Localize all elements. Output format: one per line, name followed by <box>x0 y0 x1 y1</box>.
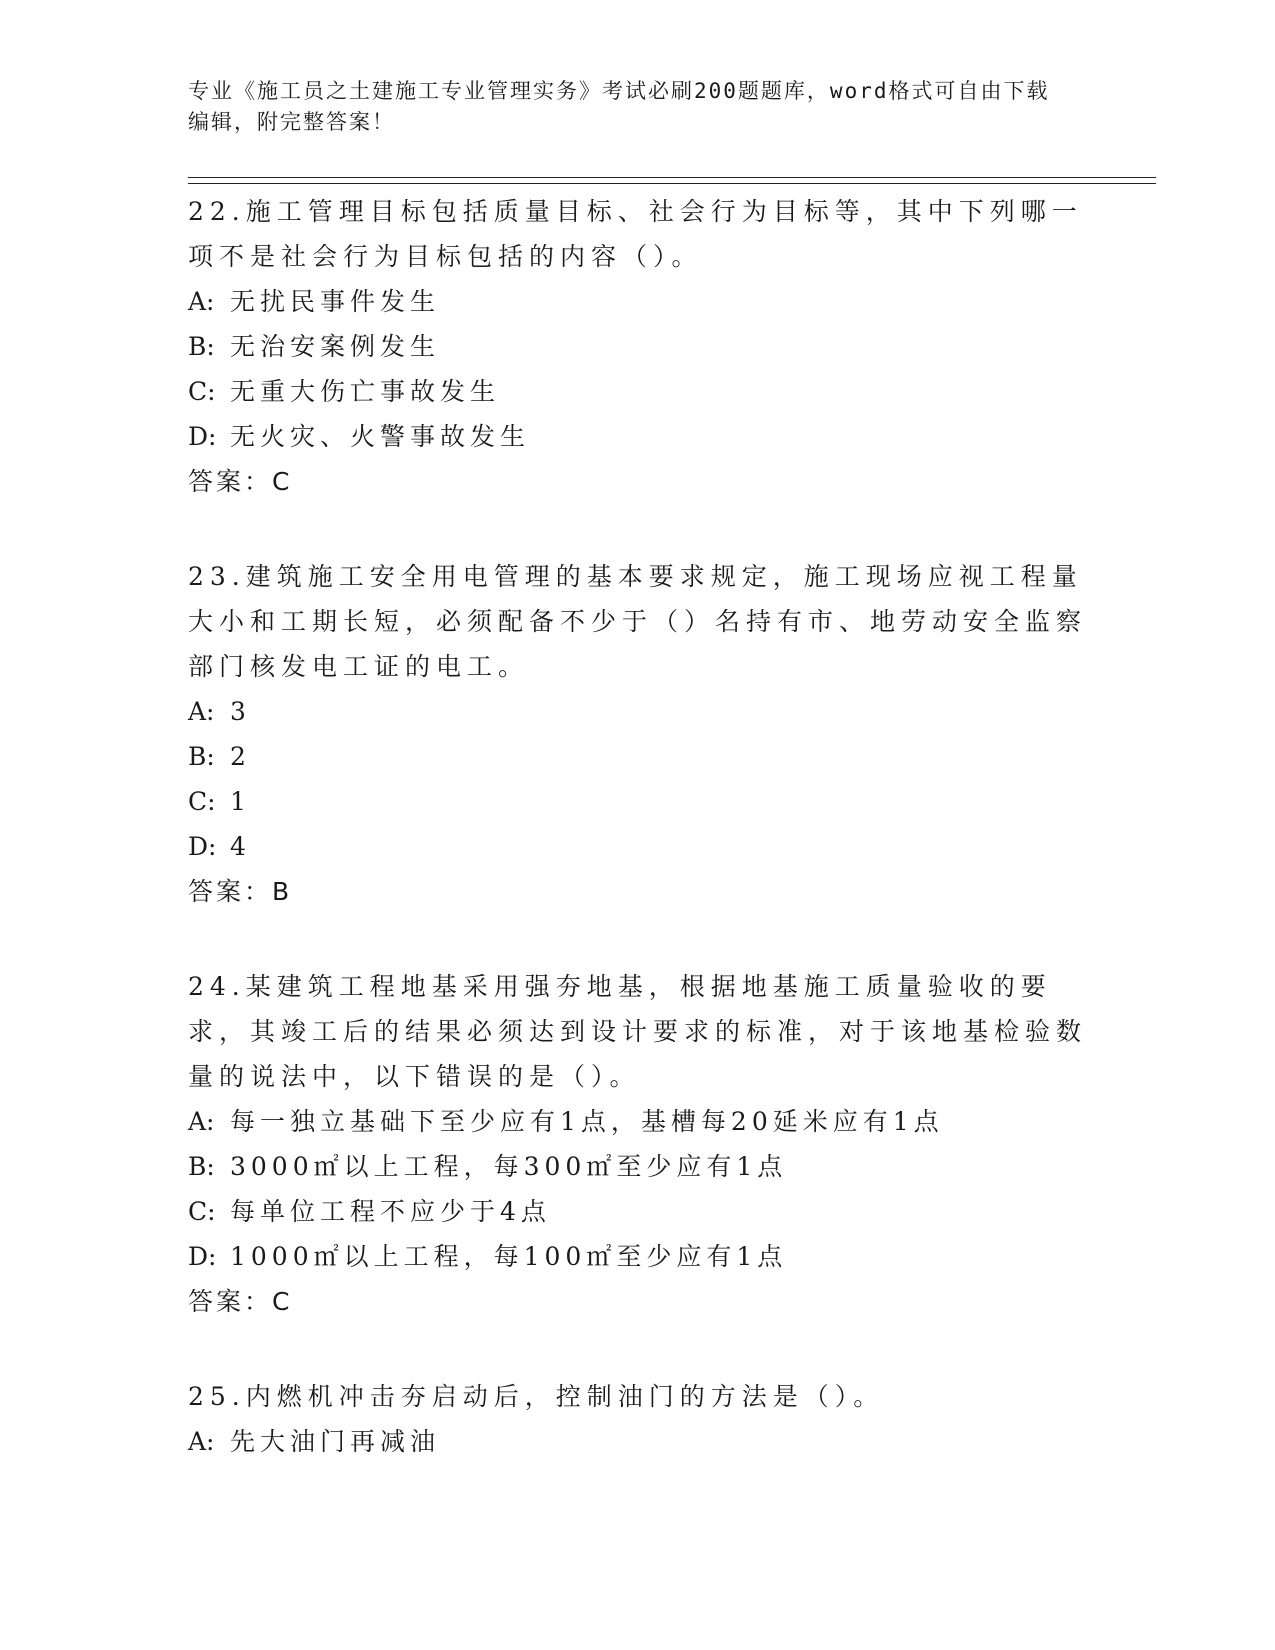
document-header: 专业《施工员之土建施工专业管理实务》考试必刷200题题库，word格式可自由下载编辑，附完整答案！ <box>188 79 1050 134</box>
question-23 <box>188 554 1088 914</box>
option-text: 1000㎡以上工程，每100㎡至少应有1点 <box>230 1242 788 1271</box>
option-key: D: <box>188 1242 217 1271</box>
option-d <box>188 1234 1088 1279</box>
option-text: 4 <box>230 832 251 861</box>
option-d <box>188 414 1088 459</box>
answer-line: 答案：C <box>188 1287 293 1316</box>
answer-line: 答案：B <box>188 877 293 906</box>
option-text: 3 <box>230 697 251 726</box>
option-c <box>188 1189 1088 1234</box>
option-key: A: <box>188 287 215 316</box>
option-a <box>188 1419 1088 1464</box>
option-key: D: <box>188 422 217 451</box>
option-key: B: <box>188 332 215 361</box>
option-b <box>188 1144 1088 1189</box>
question-stem: 24.某建筑工程地基采用强夯地基，根据地基施工质量验收的要求，其竣工后的结果必须达到设计要求的标准，对于该地基检验数量的说法中，以下错误的是（）。 <box>188 972 1088 1091</box>
option-key: C: <box>188 787 216 816</box>
option-text: 无火灾、火警事故发生 <box>230 422 531 451</box>
question-24 <box>188 964 1088 1324</box>
option-c <box>188 779 1088 824</box>
option-a <box>188 1099 1088 1144</box>
option-text: 先大油门再减油 <box>230 1427 441 1456</box>
option-key: A: <box>188 697 215 726</box>
option-key: D: <box>188 832 217 861</box>
option-key: C: <box>188 1197 216 1226</box>
question-stem: 22.施工管理目标包括质量目标、社会行为目标等，其中下列哪一项不是社会行为目标包括的内容（）。 <box>188 197 1083 271</box>
option-text: 无扰民事件发生 <box>230 287 441 316</box>
question-25 <box>188 1374 1088 1464</box>
option-key: A: <box>188 1107 215 1136</box>
option-key: A: <box>188 1427 215 1456</box>
option-a <box>188 279 1088 324</box>
option-key: B: <box>188 742 215 771</box>
question-stem: 23.建筑施工安全用电管理的基本要求规定，施工现场应视工程量大小和工期长短，必须配备不少于（）名持有市、地劳动安全监察部门核发电工证的电工。 <box>188 562 1088 681</box>
question-stem: 25.内燃机冲击夯启动后，控制油门的方法是（）。 <box>188 1382 885 1411</box>
header-divider-top <box>188 177 1156 178</box>
option-b <box>188 324 1088 369</box>
question-22 <box>188 189 1088 504</box>
option-a <box>188 689 1088 734</box>
header-divider-bottom <box>188 183 1156 184</box>
option-key: B: <box>188 1152 215 1181</box>
answer-line: 答案：C <box>188 467 293 496</box>
option-text: 2 <box>230 742 251 771</box>
option-d <box>188 824 1088 869</box>
option-key: C: <box>188 377 216 406</box>
option-text: 每一独立基础下至少应有1点，基槽每20延米应有1点 <box>230 1107 944 1136</box>
option-text: 每单位工程不应少于4点 <box>230 1197 551 1226</box>
option-b <box>188 734 1088 779</box>
option-text: 1 <box>230 787 251 816</box>
option-c <box>188 369 1088 414</box>
option-text: 无重大伤亡事故发生 <box>230 377 501 406</box>
option-text: 3000㎡以上工程，每300㎡至少应有1点 <box>230 1152 788 1181</box>
option-text: 无治安案例发生 <box>230 332 441 361</box>
